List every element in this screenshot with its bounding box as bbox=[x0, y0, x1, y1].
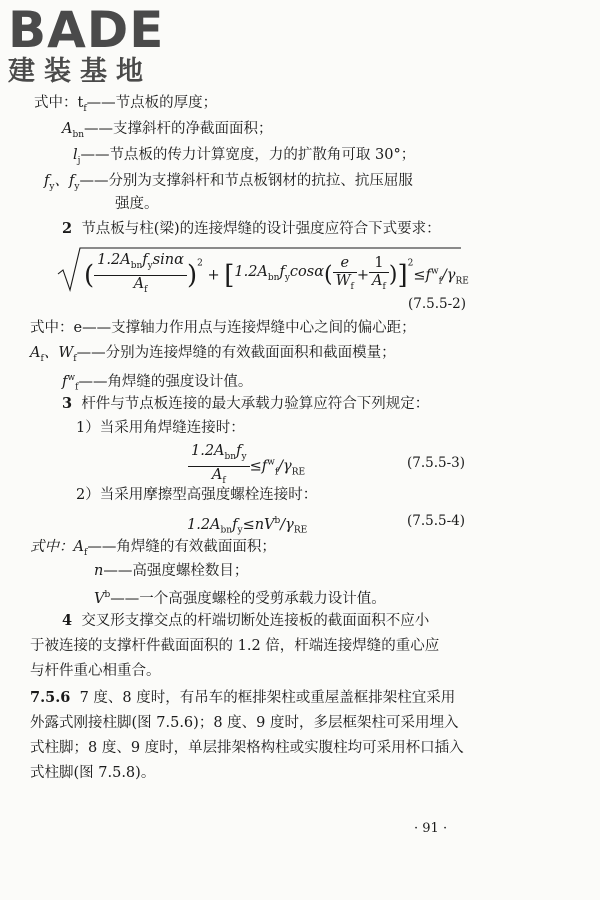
text-span: 式柱脚(图 7.5.8)。 bbox=[30, 765, 156, 781]
text-line bbox=[30, 661, 161, 681]
text-line bbox=[30, 688, 455, 708]
text-span: 交叉形支撑交点的杆端切断处连接板的截面面积不应小 bbox=[81, 613, 430, 629]
item-number: 2 bbox=[62, 220, 73, 237]
subscript: y bbox=[241, 451, 247, 462]
text-span: 7 度、8 度时，有吊车的框排架柱或重屋盖框排架柱宜采用 bbox=[79, 690, 456, 706]
text-line bbox=[30, 738, 464, 758]
page-number: · 91 · bbox=[414, 821, 448, 836]
text-span: A bbox=[133, 275, 145, 292]
subscript: bn bbox=[72, 129, 85, 140]
text-line bbox=[94, 561, 248, 581]
symbol: f bbox=[62, 373, 68, 390]
symbol: 式中：A bbox=[30, 539, 84, 555]
subscript: f bbox=[274, 467, 279, 478]
text-line bbox=[94, 585, 386, 609]
superscript: b bbox=[104, 590, 111, 600]
superscript: w bbox=[67, 373, 76, 383]
numerator: 1 bbox=[369, 255, 389, 273]
text-span: /γ bbox=[280, 516, 294, 533]
subscript: f bbox=[382, 281, 386, 292]
subscript: y bbox=[284, 273, 290, 284]
fraction bbox=[369, 255, 389, 296]
subscript: f bbox=[73, 353, 77, 364]
text-span: A bbox=[372, 272, 383, 289]
text-span: 外露式刚接柱脚(图 7.5.6)；8 度、9 度时，多层框架柱可采用埋入 bbox=[30, 715, 459, 731]
subscript: bn bbox=[224, 451, 237, 462]
text-span: 1）当采用角焊缝连接时： bbox=[76, 420, 245, 436]
symbol: V bbox=[94, 590, 105, 607]
text-span: 1.2A bbox=[187, 516, 221, 533]
text-line bbox=[62, 119, 273, 145]
text-span: 式中：e——支撑轴力作用点与连接焊缝中心之间的偏心距； bbox=[30, 320, 416, 336]
text-span: 节点板与柱(梁)的连接焊缝的设计强度应符合下式要求： bbox=[81, 221, 441, 237]
text-line bbox=[30, 537, 276, 563]
numerator bbox=[188, 443, 250, 467]
subscript: f bbox=[83, 547, 88, 558]
bracket-open: [ bbox=[224, 260, 235, 291]
symbol: 、W bbox=[43, 345, 74, 361]
text-span: ——一个高强度螺栓的受剪承载力设计值。 bbox=[110, 590, 386, 607]
subscript: f bbox=[438, 276, 442, 287]
bracket-content bbox=[234, 264, 325, 284]
text-span: ≤f bbox=[249, 458, 268, 475]
text-line bbox=[30, 763, 155, 783]
subscript: RE bbox=[455, 276, 469, 287]
subscript: f bbox=[40, 353, 44, 364]
paren-close: ) bbox=[186, 260, 198, 291]
text-span: ——角焊缝的有效截面面积； bbox=[87, 539, 276, 555]
item-number: 3 bbox=[62, 395, 73, 412]
text-span: 式柱脚；8 度、9 度时，单层排架格构柱或实腹柱均可采用杯口插入 bbox=[30, 740, 464, 756]
text-span: 2）当采用摩擦型高强度螺栓连接时： bbox=[76, 487, 318, 503]
subscript: y bbox=[49, 181, 55, 192]
denominator bbox=[94, 276, 187, 299]
equation-number: (7.5.5-3) bbox=[407, 455, 466, 471]
text-span: 与杆件重心相重合。 bbox=[30, 663, 161, 679]
text-line bbox=[30, 318, 416, 338]
subscript: f bbox=[83, 103, 87, 114]
text-line bbox=[73, 145, 415, 171]
subscript: y bbox=[237, 525, 243, 536]
fraction bbox=[333, 255, 357, 296]
subscript: bn bbox=[130, 260, 143, 271]
brand-logo bbox=[8, 1, 178, 88]
text-line bbox=[34, 93, 217, 119]
subscript: bn bbox=[220, 525, 233, 536]
subscript: RE bbox=[293, 525, 308, 536]
text-span: f bbox=[279, 264, 285, 281]
item-number: 4 bbox=[62, 612, 73, 629]
text-span: A bbox=[211, 466, 223, 483]
text-line bbox=[76, 418, 245, 438]
text-span: f bbox=[232, 516, 238, 533]
symbol: l bbox=[73, 147, 78, 163]
text-span: f bbox=[142, 252, 148, 268]
text-span: 1.2A bbox=[191, 443, 225, 459]
fraction bbox=[94, 252, 187, 299]
symbol: A bbox=[62, 121, 73, 137]
subscript: j bbox=[77, 155, 81, 166]
logo-wordmark: BADE bbox=[8, 1, 165, 59]
text-line bbox=[76, 485, 317, 505]
text-span: 于被连接的支撑杆件截面面积的 1.2 倍，杆端连接焊缝的重心应 bbox=[30, 638, 440, 654]
equation-2: ( $\frac{1.2A_{bn}f_y\sin\alpha}{A_f}$ )$^2 + [1.2A_{bn}f_y\cos\alpha$( $\frac{e}{W_f}$ + $\frac{1}{A_f}$ )]$^2\le f^w_f/\gamma_{RE}$ bbox=[84, 252, 469, 299]
text-line bbox=[30, 343, 396, 369]
superscript: b bbox=[274, 516, 281, 526]
text-span: 杆件与节点板连接的最大承载力验算应符合下列规定： bbox=[81, 396, 430, 412]
symbol: A bbox=[30, 345, 41, 361]
text-span: ——高强度螺栓数目； bbox=[103, 563, 249, 579]
text-span: ≤f bbox=[413, 267, 431, 284]
subscript: f bbox=[144, 284, 148, 295]
text-span: cosα bbox=[289, 264, 325, 281]
text-span: ——角焊缝的强度设计值。 bbox=[78, 373, 253, 390]
subscript: bn bbox=[267, 273, 280, 284]
text-span: 式中：t bbox=[34, 95, 84, 111]
text-span: 1.2A bbox=[97, 252, 131, 268]
subscript: y bbox=[147, 260, 153, 271]
text-line bbox=[62, 394, 429, 414]
text-span: ——分别为支撑斜杆和节点板钢材的抗拉、抗压屈服 bbox=[79, 173, 413, 189]
numerator bbox=[94, 252, 187, 276]
text-line bbox=[62, 219, 441, 239]
text-span: ——分别为连接焊缝的有效截面面积和截面模量； bbox=[76, 345, 396, 361]
symbol: 、f bbox=[54, 173, 75, 189]
section-number: 7.5.6 bbox=[30, 689, 71, 706]
superscript: w bbox=[267, 457, 275, 468]
numerator: e bbox=[333, 255, 357, 273]
equation-number: (7.5.5-2) bbox=[408, 296, 467, 312]
text-span: 1.2A bbox=[234, 264, 268, 281]
text-span: /γ bbox=[278, 458, 292, 475]
text-span: ≤nV bbox=[242, 516, 275, 533]
text-span: ——支撑斜杆的净截面面积； bbox=[84, 121, 273, 137]
text-span: ——节点板的传力计算宽度，力的扩散角可取 30°； bbox=[80, 147, 416, 163]
subscript: f bbox=[75, 382, 79, 393]
paren-open: ( bbox=[84, 260, 95, 291]
text-span: /γ bbox=[441, 267, 456, 284]
fraction bbox=[188, 443, 250, 490]
plus-sign: + bbox=[356, 267, 370, 284]
logo-subtitle: 建装基地 bbox=[8, 56, 152, 87]
denominator bbox=[369, 273, 389, 296]
subscript: f bbox=[350, 281, 354, 292]
symbol: f bbox=[44, 173, 50, 189]
text-span: W bbox=[335, 272, 351, 289]
text-span: 强度。 bbox=[115, 196, 159, 212]
text-line bbox=[62, 611, 429, 631]
equation-3 bbox=[188, 443, 305, 490]
denominator bbox=[333, 273, 357, 296]
bracket-close: ] bbox=[397, 260, 408, 291]
superscript: w bbox=[430, 266, 439, 277]
text-span: ——节点板的厚度； bbox=[86, 95, 218, 111]
text-line bbox=[30, 636, 439, 656]
plus-sign: + bbox=[207, 267, 220, 284]
text-line bbox=[115, 194, 159, 214]
symbol: n bbox=[94, 563, 104, 579]
text-span: sinα bbox=[152, 252, 184, 268]
subscript: f bbox=[222, 475, 226, 486]
equation-number: (7.5.5-4) bbox=[407, 513, 466, 529]
subscript: y bbox=[74, 181, 80, 192]
text-line bbox=[44, 171, 413, 197]
subscript: RE bbox=[291, 467, 306, 478]
text-span: f bbox=[236, 443, 242, 459]
text-line bbox=[30, 713, 458, 733]
